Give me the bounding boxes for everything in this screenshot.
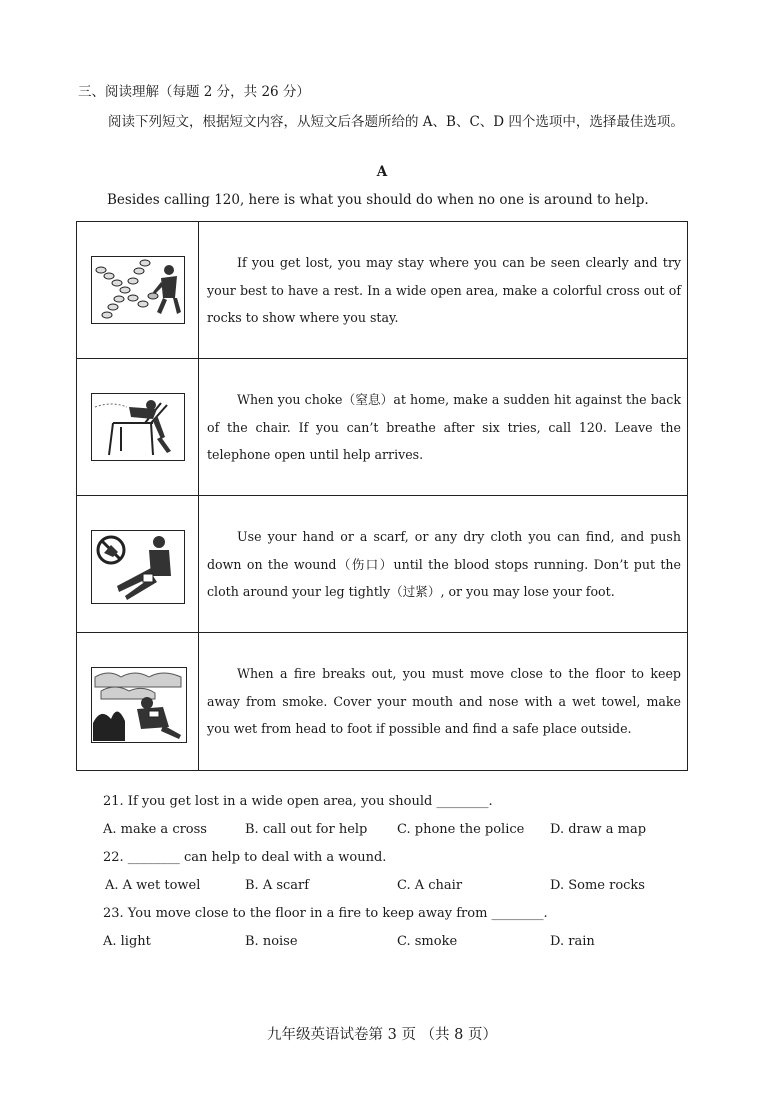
passage-title: A — [376, 164, 388, 180]
question-option: C. phone the police — [397, 822, 525, 837]
tip-picture-cell — [77, 359, 199, 495]
tip-picture-cell — [77, 633, 199, 770]
tip-text: Use your hand or a scarf, or any dry cloth you can find, and push down on the wound（伤口）until the blood stops running. Don’t put the cloth around your leg tightly（过紧）, or you may lose your foot. — [207, 529, 681, 600]
question-option: B. noise — [245, 934, 298, 949]
lost-cross-rocks-illustration — [91, 256, 185, 324]
tip-row — [77, 222, 687, 359]
tip-picture-cell — [77, 496, 199, 632]
tip-row — [77, 359, 687, 496]
passage-intro: Besides calling 120, here is what you should do when no one is around to help. — [107, 192, 649, 208]
question-option: A. make a cross — [103, 822, 207, 837]
tip-row — [77, 633, 687, 770]
question-stem: 21. If you get lost in a wide open area, you should ________. — [103, 794, 493, 809]
question-option: C. smoke — [397, 934, 458, 949]
instructions: 阅读下列短文，根据短文内容，从短文后各题所给的 A、B、C、D 四个选项中，选择最佳选项。 — [108, 114, 684, 130]
question-option: A. A wet towel — [105, 878, 201, 893]
tip-text: If you get lost, you may stay where you can be seen clearly and try your best to have a rest. In a wide open area, make a colorful cross out of rocks to show where you stay. — [207, 255, 681, 326]
fire-smoke-illustration — [91, 667, 187, 743]
question-option: B. A scarf — [245, 878, 310, 893]
section-header: 三、阅读理解（每题 2 分，共 26 分） — [78, 84, 310, 100]
question-option: D. Some rocks — [550, 878, 645, 893]
question-option: D. rain — [550, 934, 595, 949]
tip-text: When a fire breaks out, you must move close to the floor to keep away from smoke. Cover your mouth and nose with a wet towel, make you wet from head to foot if possible and find a safe place outside. — [207, 666, 681, 737]
tips-table — [76, 221, 688, 771]
tip-text: When you choke（窒息）at home, make a sudden hit against the back of the chair. If you can’t breathe after six tries, call 120. Leave the telephone open until help arrives. — [207, 392, 681, 463]
question-option: B. call out for help — [245, 822, 368, 837]
tip-picture-cell — [77, 222, 199, 358]
question-option: C. A chair — [397, 878, 463, 893]
question-stem: 22. ________ can help to deal with a wound. — [103, 850, 387, 865]
choking-chair-illustration — [91, 393, 185, 461]
question-stem: 23. You move close to the floor in a fire to keep away from ________. — [103, 906, 548, 921]
wound-bandage-illustration — [91, 530, 185, 604]
question-option: A. light — [103, 934, 151, 949]
question-option: D. draw a map — [550, 822, 647, 837]
page-footer: 九年级英语试卷第 3 页 （共 8 页） — [267, 1027, 497, 1043]
tip-row — [77, 496, 687, 633]
